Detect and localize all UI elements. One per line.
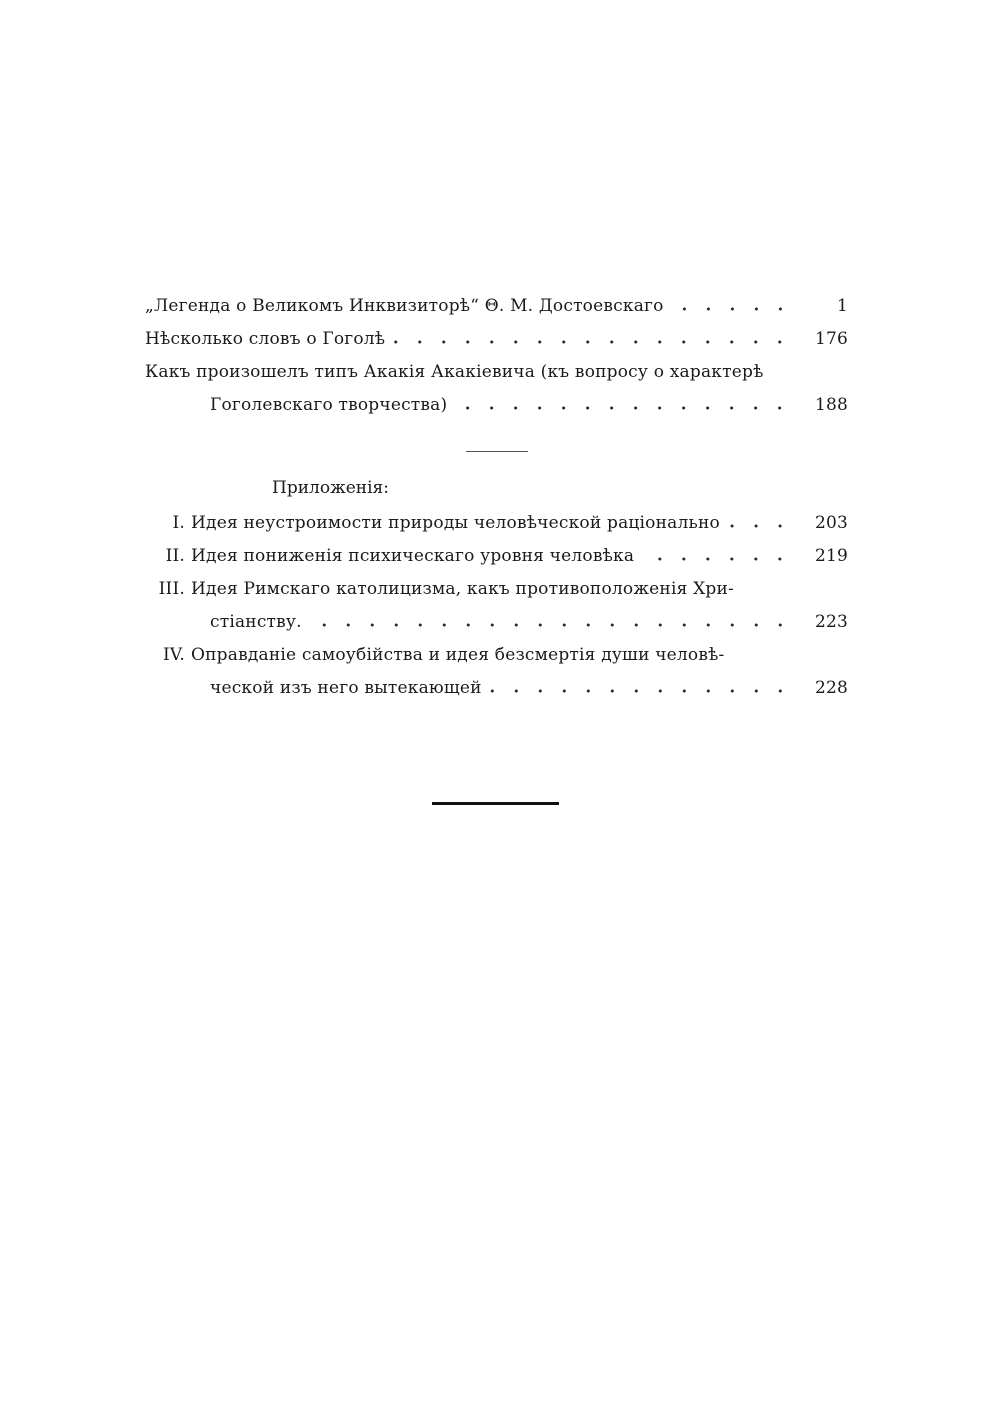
page-number: 219 [814, 546, 848, 566]
appendix-heading: Приложенія: [272, 478, 389, 498]
appendix-entry-1 [145, 509, 848, 533]
entry-title-continuation: ческой изъ него вытекающей [210, 678, 482, 698]
entry-title-continuation: Гоголевскаго творчества) [210, 395, 448, 415]
dot-leader [640, 557, 792, 561]
toc-entry-akakiy [145, 358, 848, 382]
entry-title: Идея пониженія психическаго уровня человѣка [191, 546, 635, 566]
entry-title: Оправданіе самоубійства и идея безсмертія души человѣ- [191, 645, 725, 665]
toc-entry-gogol [145, 325, 848, 349]
dot-leader [726, 524, 792, 528]
end-rule [432, 802, 559, 805]
page-number: 1 [836, 296, 848, 316]
entry-title: Нѣсколько словъ о Гоголѣ [145, 329, 386, 349]
roman-numeral: I. [172, 513, 185, 533]
dot-leader [391, 340, 792, 344]
dot-leader [453, 406, 792, 410]
entry-title-continuation: стіанству. [210, 612, 302, 632]
appendix-entry-3 [145, 575, 848, 599]
toc-entry-legend [145, 292, 848, 316]
appendix-entry-4 [145, 641, 848, 665]
page-number: 176 [814, 329, 848, 349]
appendix-entry-3-continuation [210, 608, 848, 632]
toc-entry-akakiy-continuation [210, 391, 848, 415]
entry-title: „Легенда о Великомъ Инквизиторѣ“ Θ. М. Достоевскаго [145, 296, 664, 316]
entry-title: Какъ произошелъ типъ Акакія Акакіевича (къ вопросу о характерѣ [145, 362, 764, 382]
roman-numeral: II. [165, 546, 185, 566]
page-number: 188 [814, 395, 848, 415]
page-number: 228 [814, 678, 848, 698]
appendix-entry-2 [145, 542, 848, 566]
appendix-entry-4-continuation [210, 674, 848, 698]
entry-title: Идея Римскаго католицизма, какъ противоположенія Хри- [191, 579, 734, 599]
page-number: 203 [814, 513, 848, 533]
dot-leader [670, 307, 792, 311]
roman-numeral: IV. [162, 645, 185, 665]
entry-title: Идея неустроимости природы человѣческой раціонально [191, 513, 720, 533]
section-divider [466, 451, 528, 452]
roman-numeral: III. [158, 579, 185, 599]
dot-leader [308, 623, 792, 627]
page-number: 223 [814, 612, 848, 632]
dot-leader [488, 689, 792, 693]
